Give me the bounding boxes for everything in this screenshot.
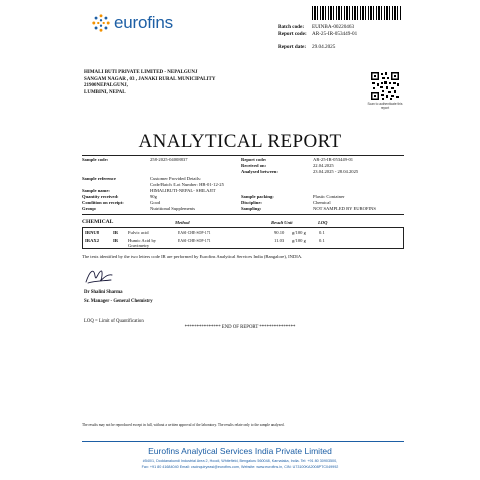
signature-icon — [84, 266, 114, 286]
lab-footnote: The tests identified by the two letters code IR are performed by Eurofins Analytical Services India (Bangalore), INDIA. — [82, 254, 303, 259]
logo-text: eurofins — [114, 13, 173, 32]
sampling-value: NOT SAMPLED BY EUROFINS — [313, 206, 376, 211]
address-line: 21900NEPALGUNJ, — [84, 83, 128, 89]
report-date-value: 29.04.2025 — [312, 44, 336, 50]
report-title: ANALYTICAL REPORT — [138, 131, 342, 152]
sampling-label: Sampling: — [241, 206, 262, 211]
parameter-continued: Gravimetry — [128, 243, 150, 248]
sample-reference-line: HIMALIBUTI-NEPAL- SHILAJIT — [150, 188, 216, 193]
loq-value: 0.1 — [319, 230, 325, 235]
condition-label: Condition on receipt: — [82, 200, 124, 205]
result-value: 90.10 — [274, 230, 285, 235]
parameter: Humic Acid by — [128, 238, 157, 243]
signatory-title: Sr. Manager - General Chemistry — [84, 299, 153, 304]
sample-reference-line: Customer Provided Details: — [150, 176, 202, 181]
loq-column-header: LOQ — [318, 220, 328, 225]
sample-reference-label: Sample reference — [82, 176, 116, 181]
discipline-value: Chemical — [313, 200, 331, 205]
result-unit: g/100 g — [292, 238, 306, 243]
batch-code — [278, 24, 355, 30]
info-report-code-value: AR-25-IR-053449-01 — [313, 157, 354, 162]
condition-value: Good — [150, 200, 161, 205]
method: EASI-CHE-SOP-171 — [178, 238, 211, 243]
footer-divider — [82, 441, 404, 442]
sample-reference-line: Code/Batch /Lot Number: HB-01-12-25 — [150, 182, 224, 187]
signatory-name: Dr Shalini Sharma — [84, 290, 123, 295]
report-date-label: Report date: — [278, 44, 307, 50]
quantity-value: 90g — [150, 194, 157, 199]
received-on-label: Received on: — [241, 163, 267, 168]
qr-caption: Scan to authenticate this report — [367, 102, 403, 110]
chemical-heading: CHEMICAL — [82, 219, 114, 225]
divider — [82, 214, 404, 215]
report-code — [278, 31, 358, 37]
footer-company: Eurofins Analytical Services India Private Limited — [148, 446, 332, 456]
qr-code-icon[interactable] — [370, 71, 400, 101]
test-code: IRNU8 — [85, 230, 100, 235]
address-line: HIMALI BUTI PRIVATE LIMITED - NEPALGUNJ — [84, 70, 198, 75]
eurofins-dots-icon — [92, 14, 110, 32]
sample-code-value: 258-2025-04008837 — [150, 157, 188, 162]
method: EASI-CHE-SOP-171 — [178, 230, 211, 235]
parameter: Fulvic acid — [128, 230, 149, 235]
info-report-code-label: Report code: — [241, 157, 267, 162]
sample-code-label: Sample code: — [82, 157, 109, 162]
customer-address — [84, 70, 215, 96]
result-unit: g/100 g — [292, 230, 306, 235]
results-table — [82, 227, 404, 249]
group-value: Nutritional Supplements — [150, 206, 196, 211]
method-column-header: Method — [175, 220, 190, 225]
address-line: LUMBINI, NEPAL — [84, 89, 126, 95]
test-code: IRAX2 — [85, 238, 100, 243]
footer-contact: Fax: +91 80 41684040 Email: cscinquiryeasi@eurofins.com, Website: www.eurofins.in, CIN: U73100KA2008PTC049992 — [141, 465, 339, 469]
discipline-label: Discipline: — [241, 200, 262, 205]
divider — [82, 155, 404, 156]
group-label: Group: — [82, 206, 97, 211]
report-code-value: AR-25-IR-053449-01 — [312, 31, 358, 37]
packing-value: Plastic Container — [313, 194, 345, 199]
analysed-between-label: Analysed between: — [241, 169, 278, 174]
batch-code-label: Batch code: — [278, 24, 305, 30]
loq-note: LOQ = Limit of Quantification — [84, 319, 144, 324]
result-value: 11.03 — [274, 238, 285, 243]
disclaimer: The results may not be reproduced except in full, without a written approval of the laboratory. The results relate only to the sample analyzed. — [82, 423, 285, 427]
end-of-report: *************** END OF REPORT *************** — [184, 325, 296, 330]
received-on-value: 22.04.2025 — [313, 163, 334, 168]
analysed-between-value: 23.04.2025 - 28.04.2025 — [313, 169, 359, 174]
address-line: SANGAM NAGAR , 03 , JANAKI RURAL MUNICIPALITY — [84, 76, 216, 82]
report-code-label: Report code: — [278, 31, 307, 37]
packing-label: Sample packing: — [241, 194, 274, 199]
quantity-label: Quantity received: — [82, 194, 119, 199]
batch-code-value: EUINBA-00220463 — [312, 24, 355, 30]
eurofins-logo — [92, 14, 173, 32]
sample-name-label: Sample name: — [82, 188, 110, 193]
lab-code: IR — [113, 230, 119, 235]
result-column-header: Result Unit — [271, 220, 293, 225]
loq-value: 0.1 — [319, 238, 325, 243]
report-date — [278, 44, 336, 50]
barcode — [312, 6, 402, 20]
lab-code: IR — [113, 238, 119, 243]
footer-address: #540/1, Doddanakundi Industrial Area 2, Hoodi, Whitefield, Bengaluru 560048, Karnataka, India. Tel: +91 80 30903500, — [142, 459, 338, 463]
